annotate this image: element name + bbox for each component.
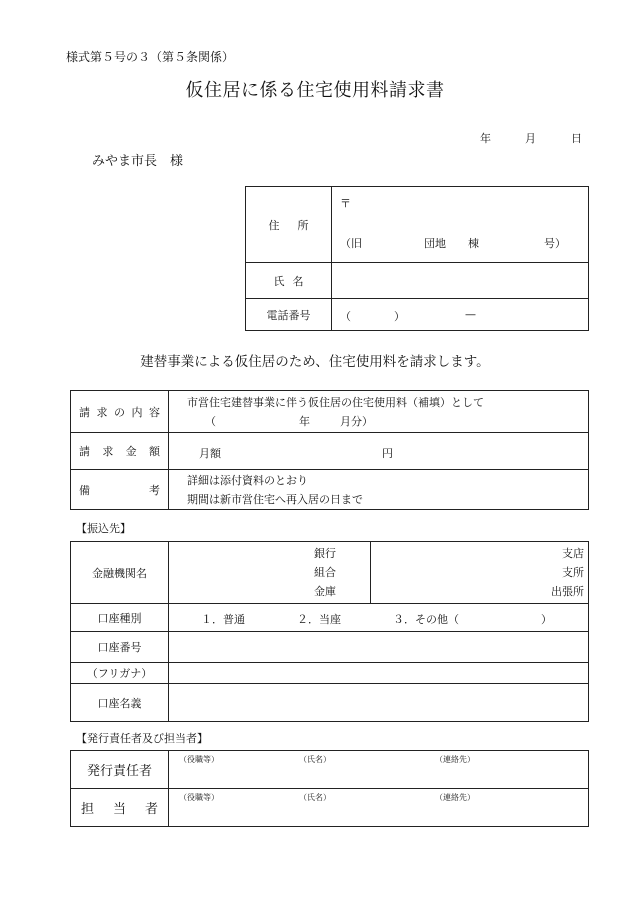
responsible-heading: 【発行責任者及び担当者】 [76, 732, 208, 745]
old-address-to: 棟 [468, 237, 479, 250]
remarks-label: 備 考 [71, 470, 169, 510]
bank-table [70, 541, 589, 722]
old-address-go: 号） [544, 237, 566, 250]
bank-type-union: 組合 [314, 566, 336, 579]
institution-label: 金融機関名 [71, 542, 169, 604]
old-address-danchi: 団地 [424, 237, 446, 250]
account-type-other[interactable]: ３．その他（ [393, 613, 459, 626]
account-name-field[interactable] [169, 684, 589, 722]
content-field [169, 391, 589, 433]
contact-contact: （連絡先） [435, 793, 475, 802]
phone-label: 電話番号 [246, 299, 332, 331]
amount-label: 請 求 金 額 [71, 433, 169, 470]
issuer-label: 発行責任者 [71, 751, 169, 789]
date-month: 月 [525, 132, 536, 145]
form-number: 様式第５号の３（第５条関係） [66, 50, 235, 64]
date-year: 年 [480, 132, 491, 145]
responsible-table [70, 750, 589, 827]
bank-type-kinko: 金庫 [314, 585, 336, 598]
account-number-field[interactable] [169, 632, 589, 663]
furigana-field[interactable] [169, 663, 589, 684]
address-label: 住 所 [246, 187, 332, 263]
phone-dash: — [465, 308, 476, 321]
content-paren-open: （ [205, 414, 216, 428]
account-type-field[interactable] [169, 604, 589, 632]
phone-field[interactable] [332, 299, 589, 331]
phone-paren-open: （ [340, 310, 351, 323]
furigana-label: （フリガナ） [71, 663, 169, 684]
content-label [71, 391, 169, 433]
applicant-table [245, 186, 589, 331]
request-table [70, 390, 589, 510]
content-year: 年 [299, 414, 310, 428]
issuer-name: （氏名） [299, 755, 331, 764]
account-type-label: 口座種別 [71, 604, 169, 632]
branch-shutchojo: 出張所 [551, 585, 584, 598]
name-label: 氏 名 [246, 263, 332, 299]
intro-text: 建替事業による仮住居のため、住宅使用料を請求します。 [140, 354, 490, 370]
amount-field[interactable] [169, 433, 589, 470]
remarks-line2: 期間は新市営住宅へ再入居の日まで [187, 492, 363, 506]
branch-shisho: 支所 [562, 566, 584, 579]
branch-field[interactable] [371, 542, 589, 604]
bank-type-bank: 銀行 [314, 547, 336, 560]
monthly-label: 月額 [199, 447, 221, 460]
content-line1: 市営住宅建替事業に伴う仮住居の住宅使用料（補填）として [187, 395, 484, 409]
document-title: 仮住居に係る住宅使用料請求書 [185, 80, 445, 101]
branch-shiten: 支店 [562, 547, 584, 560]
name-field[interactable] [332, 263, 589, 299]
yen-label: 円 [382, 447, 393, 460]
institution-type-field[interactable] [169, 542, 371, 604]
account-type-ordinary[interactable]: １．普通 [201, 613, 245, 626]
addressee: みやま市長 様 [92, 154, 184, 169]
issuer-contact: （連絡先） [435, 755, 475, 764]
address-field[interactable] [332, 187, 589, 263]
remarks-field [169, 470, 589, 510]
phone-paren-close: ） [394, 310, 405, 323]
transfer-heading: 【振込先】 [76, 522, 131, 535]
contact-label: 担 当 者 [71, 789, 169, 827]
account-name-label: 口座名義 [71, 684, 169, 722]
remarks-line1: 詳細は添付資料のとおり [187, 473, 308, 487]
postal-mark: 〒 [340, 197, 351, 210]
content-month: 月分） [340, 414, 373, 428]
date-day: 日 [571, 132, 582, 145]
account-number-label: 口座番号 [71, 632, 169, 663]
content-label-text: 請 求 の 内 容 [79, 405, 160, 419]
contact-name: （氏名） [299, 793, 331, 802]
account-type-close-paren: ） [541, 613, 552, 626]
contact-field[interactable] [169, 789, 589, 827]
account-type-checking[interactable]: ２．当座 [297, 613, 341, 626]
old-address-open: （旧 [340, 237, 362, 250]
issuer-position: （役職等） [179, 755, 219, 764]
issuer-field[interactable] [169, 751, 589, 789]
contact-position: （役職等） [179, 793, 219, 802]
